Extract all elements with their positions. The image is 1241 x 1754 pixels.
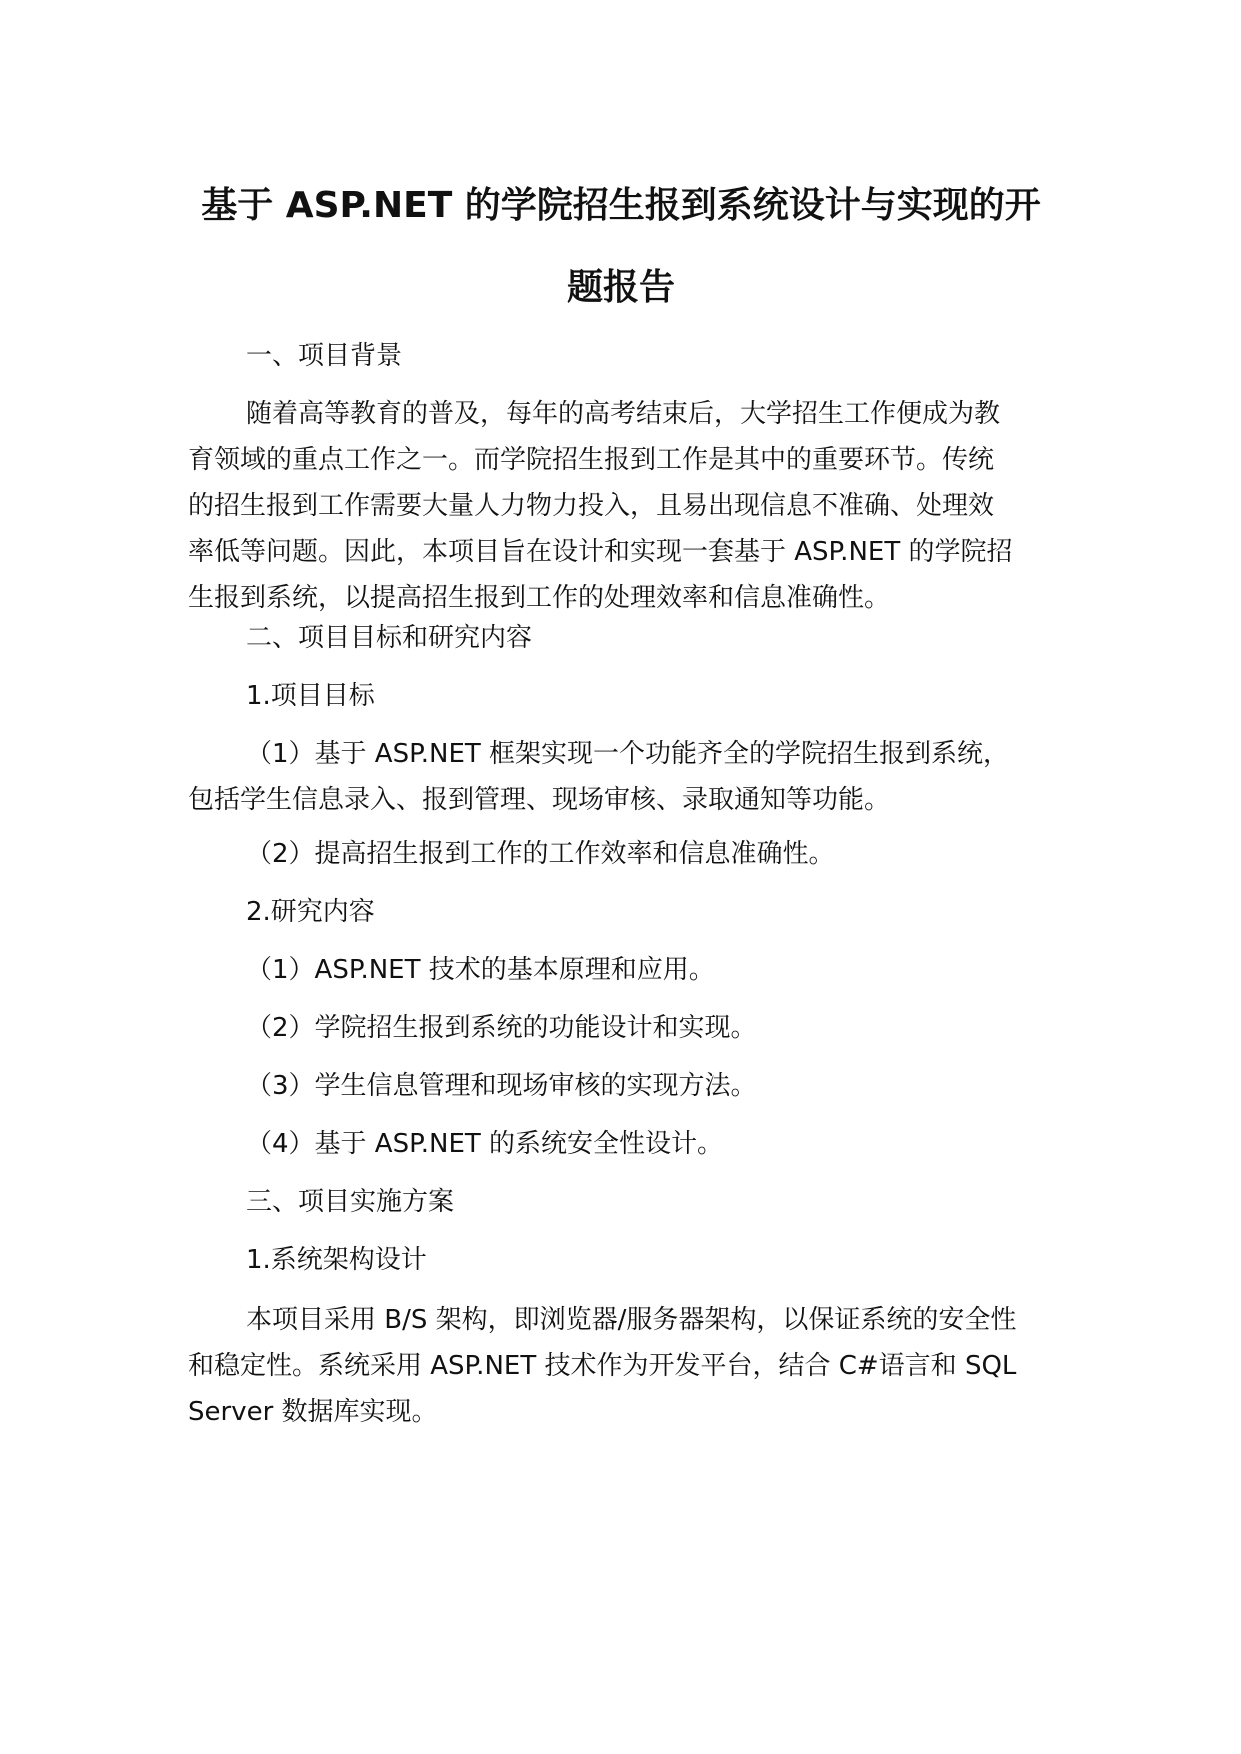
content-item-3: （3）学生信息管理和现场审核的实现方法。 [246,1071,757,1101]
content-item-2: （2）学院招生报到系统的功能设计和实现。 [246,1013,757,1043]
paragraph-line: 随着高等教育的普及，每年的高考结束后，大学招生工作便成为教 [246,399,1001,429]
paragraph-line: Server 数据库实现。 [188,1397,438,1427]
section-2-subheading-content: 2.研究内容 [246,897,375,927]
paragraph-line: 生报到系统，以提高招生报到工作的处理效率和信息准确性。 [188,583,891,613]
content-item-1: （1）ASP.NET 技术的基本原理和应用。 [246,955,715,985]
paragraph-line: 育领域的重点工作之一。而学院招生报到工作是其中的重要环节。传统 [188,445,995,475]
paragraph-line: 率低等问题。因此，本项目旨在设计和实现一套基于 ASP.NET 的学院招 [188,537,1013,567]
section-2-heading: 二、项目目标和研究内容 [246,623,533,653]
paragraph-line: 包括学生信息录入、报到管理、现场审核、录取通知等功能。 [188,785,891,815]
content-item-4: （4）基于 ASP.NET 的系统安全性设计。 [246,1129,724,1159]
paragraph-line: 本项目采用 B/S 架构，即浏览器/服务器架构，以保证系统的安全性 [246,1305,1017,1335]
section-1-paragraph [188,391,1054,621]
section-2-subheading-goals: 1.项目目标 [246,681,375,711]
section-3-subheading-architecture: 1.系统架构设计 [246,1245,427,1275]
goal-item-1 [188,731,1054,823]
goal-item-2: （2）提高招生报到工作的工作效率和信息准确性。 [246,839,835,869]
paragraph-line: 和稳定性。系统采用 ASP.NET 技术作为开发平台，结合 C#语言和 SQL [188,1351,1017,1381]
document-title-line-2: 题报告 [566,267,675,308]
paragraph-line: 的招生报到工作需要大量人力物力投入，且易出现信息不准确、处理效 [188,491,995,521]
document-title-line-1: 基于 ASP.NET 的学院招生报到系统设计与实现的开 [201,185,1041,226]
section-1-heading: 一、项目背景 [246,341,403,371]
section-3-heading: 三、项目实施方案 [246,1187,455,1217]
section-3-paragraph [188,1297,1054,1435]
paragraph-line: （1）基于 ASP.NET 框架实现一个功能齐全的学院招生报到系统， [246,739,1010,769]
